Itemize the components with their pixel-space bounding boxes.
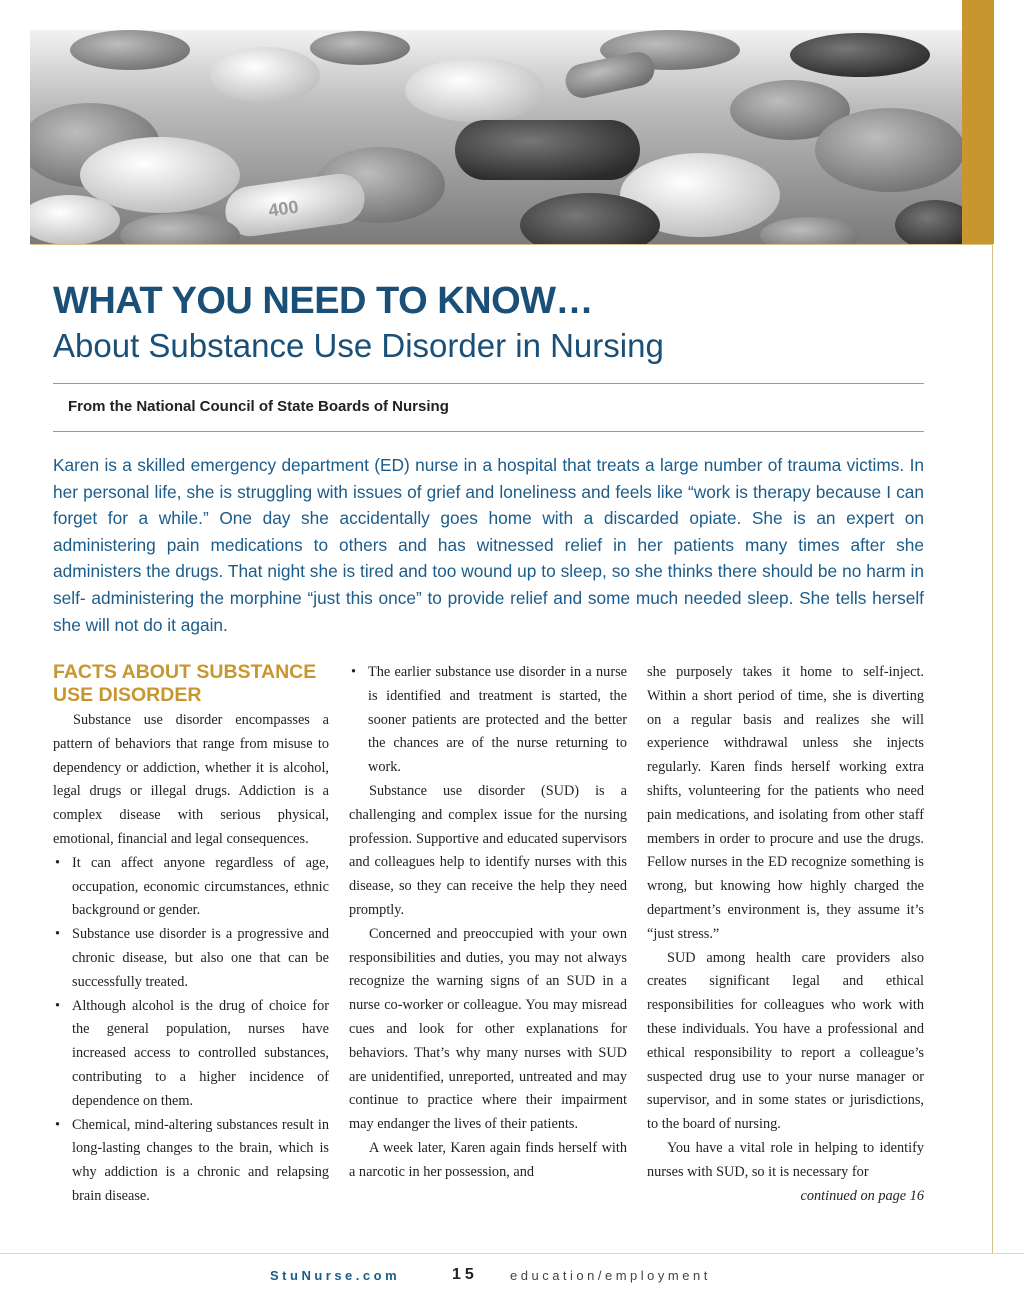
list-item: • Substance use disorder is a progressive and chronic disease, but also one that can be successfully treated. <box>53 923 329 994</box>
column-2 <box>349 661 627 1185</box>
pills-photo <box>30 30 962 244</box>
body-paragraph: You have a vital role in helping to identify nurses with SUD, so it is necessary for <box>647 1139 924 1180</box>
fact-list <box>53 852 329 1209</box>
section-heading: FACTS ABOUT SUBSTANCE USE DISORDER <box>53 661 317 706</box>
column-1 <box>53 661 329 1209</box>
page-title: WHAT YOU NEED TO KNOW… <box>53 280 593 322</box>
source-divider <box>53 431 924 432</box>
list-item: • Chemical, mind-altering substances result in long-lasting changes to the brain, which is why addiction is a chronic and relapsing brain disease. <box>53 1114 329 1209</box>
pill-imprint: 400 <box>267 196 300 221</box>
list-item: • Although alcohol is the drug of choice for the general population, nurses have increased access to controlled substances, contributing to a higher incidence of dependence on them. <box>53 995 329 1114</box>
source-line: From the National Council of State Boards of Nursing <box>68 398 449 415</box>
fact-list-continued <box>349 661 627 780</box>
footer-section: education/employment <box>510 1268 711 1283</box>
list-item: • The earlier substance use disorder in a nurse is identified and treatment is started, the sooner patients are protected and the better the chances are of the nurse returning to work. <box>349 661 627 780</box>
continued-note: continued on page 16 <box>800 1187 924 1204</box>
body-paragraph: Concerned and preoccupied with your own responsibilities and duties, you may not always recognize the warning signs of an SUD in a nurse co-worker or colleague. You may misread cues and look for other explanations for behaviors. That’s why many nurses with SUD are unidentified, unreported, untreated and may continue to practice where their impairment may endanger the lives of their patients. <box>349 925 627 1133</box>
body-paragraph: she purposely takes it home to self-inject. Within a short period of time, she is diverting on a regular basis and realizes she will experience withdrawal unless she injects regularly. Karen finds herself working extra shifts, volunteering for the patients who need pain medications, and isolating from other staff members in order to procure and use the drugs. Fellow nurses in the ED recognize something is wrong, but knowing how highly charged the department’s environment is, they assume it’s “just stress.” <box>647 664 924 942</box>
page-subtitle: About Substance Use Disorder in Nursing <box>53 327 664 364</box>
hero-divider <box>30 244 992 245</box>
body-paragraph: SUD among health care providers also creates significant legal and ethical responsibilities for colleagues who work with these individuals. You have a professional and ethical responsibility to report a colleague’s suspected drug use to your nurse manager or supervisor, and in some states or jurisdictions, to the board of nursing. <box>647 949 924 1133</box>
side-divider <box>992 244 993 1254</box>
intro-paragraph: Karen is a skilled emergency department (ED) nurse in a hospital that treats a large number of trauma victims. In her personal life, she is struggling with issues of grief and loneliness and feels like “work is therapy because I can forget for a while.” One day she accidentally goes home with a discarded opiate. She is an expert on administering pain medications to others and has witnessed relief in her patients many times after she administers the drugs. That night she is tired and too wound up to sleep, so she thinks there should be no harm in self- administering the morphine “just this once” to provide relief and some much needed sleep. She tells herself she will not do it again. <box>53 455 924 635</box>
title-divider <box>53 383 924 384</box>
footer-site: StuNurse.com <box>270 1268 401 1283</box>
list-item: • It can affect anyone regardless of age, occupation, economic circumstances, ethnic background or gender. <box>53 852 329 923</box>
accent-bar <box>962 0 994 244</box>
body-paragraph: Substance use disorder (SUD) is a challenging and complex issue for the nursing profession. Supportive and educated supervisors and colleagues help to identify nurses with this disease, so they can receive the help they need promptly. <box>349 782 627 918</box>
body-paragraph: Substance use disorder encompasses a pattern of behaviors that range from misuse to dependency or addiction, whether it is alcohol, legal drugs or illegal drugs. Addiction is a complex disease with serious physical, emotional, financial and legal consequences. <box>53 712 329 847</box>
body-paragraph: A week later, Karen again finds herself with a narcotic in her possession, and <box>349 1139 627 1180</box>
footer-divider <box>0 1253 1024 1254</box>
page-number: 15 <box>452 1266 478 1283</box>
column-3 <box>647 661 924 1208</box>
